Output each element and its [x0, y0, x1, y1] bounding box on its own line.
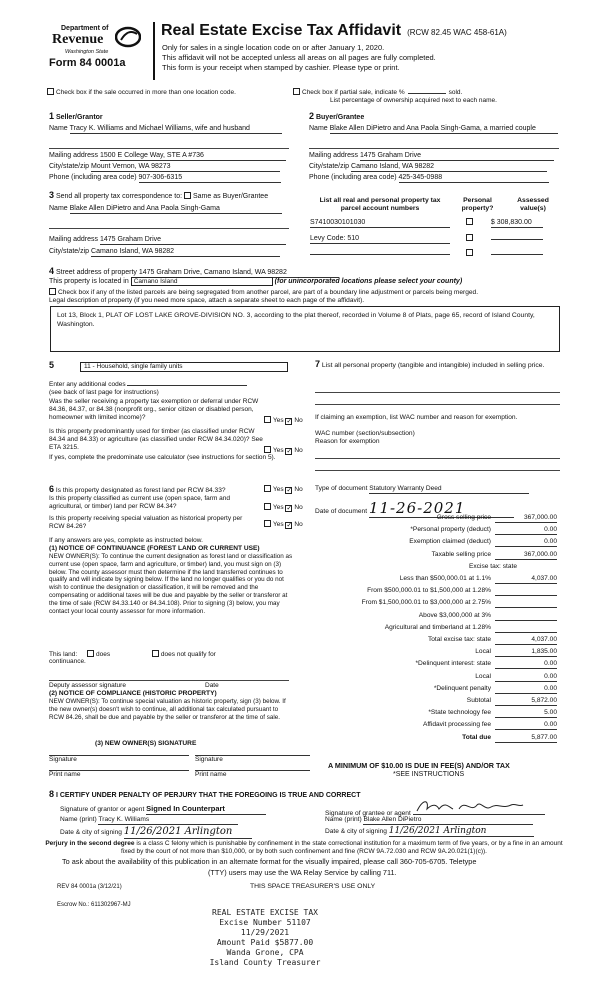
calc-row [327, 551, 557, 562]
calc-value[interactable]: 5,872.00 [495, 697, 557, 706]
grantor-name-row: Name (print) Tracy K. Williams [60, 816, 238, 825]
calc-label: Exemption claimed (deduct) [409, 538, 491, 546]
calc-value[interactable]: 4,037.00 [495, 575, 557, 584]
calc-value[interactable]: 1,835.00 [495, 648, 557, 657]
personal-property-checkbox[interactable] [466, 234, 473, 241]
calc-label: Affidavit processing fee [422, 721, 491, 729]
corr-name-row: Name Blake Allen DiPietro and Ana Paola Singh-Gama [49, 205, 289, 214]
sec6-q1-answer: Yes ✓ No [264, 485, 303, 494]
corr-addr-row: Mailing address 1475 Graham Drive [49, 236, 289, 245]
seller-city-row: City/state/zip Mount Vernon, WA 98273 [49, 163, 289, 172]
calc-value[interactable]: 0.00 [495, 660, 557, 669]
calc-label: From $500,000.01 to $1,500,000 at 1.28% [367, 587, 491, 595]
grantor-sig-row: Signature of grantor or agent Signed In Counterpart [60, 805, 266, 815]
calc-value[interactable]: 5,877.00 [495, 734, 557, 743]
calc-row [327, 587, 557, 598]
availability-line1: To ask about the availability of this publication in an alternate format for the visually impaired, please call 360-705-6705. Teletype [62, 857, 477, 866]
see-instructions: *SEE INSTRUCTIONS [393, 771, 465, 778]
calc-label: Local [475, 672, 491, 680]
calc-label: *State technology fee [428, 709, 491, 717]
calc-label: Taxable selling price [431, 550, 491, 558]
additional-codes-note: (see back of last page for instructions) [49, 389, 159, 396]
sold-label: sold. [448, 89, 463, 96]
buyer-address[interactable]: 1475 Graham Drive [360, 152, 554, 161]
perjury-notice: Perjury in the second degree is a class C felony which is punishable by confinement in the state correctional institution for a maximum term of five years, or by a fine in an amount fixed by the court of not more than $10,000, or by both such confinement and fine (RCW 9A.72.030 and RCW 9A.20.021(1)(c)). [45, 840, 563, 855]
wac-number: WAC number (section/subsection) [315, 430, 415, 437]
seller-phone[interactable]: 907-306-6315 [139, 174, 281, 183]
land-use-select[interactable]: 11 - Household, single family units [80, 362, 288, 372]
legal-description-box[interactable] [50, 306, 560, 352]
calc-label: Total due [462, 733, 491, 741]
sec6-q3: Is this property receiving special valuation as historical property per RCW 84.26? [49, 515, 243, 530]
calc-row [327, 636, 557, 647]
buyer-phone[interactable]: 425-345-0988 [399, 174, 549, 183]
calc-label: Excise tax: state [468, 562, 517, 570]
notice3-heading: (3) NEW OWNER(S) SIGNATURE [95, 740, 197, 747]
deputy-sig-line[interactable] [49, 680, 289, 681]
sec5-q1-answer: Yes ✓ No [264, 416, 303, 425]
seller-city[interactable]: Mount Vernon, WA 98273 [91, 163, 280, 172]
same-as-buyer-checkbox[interactable] [184, 192, 191, 199]
calc-value[interactable]: 4,037.00 [495, 636, 557, 645]
doc-date-row: Date of document 11-26-2021 [315, 500, 514, 518]
notice2-body: NEW OWNER(S): To continue special valuation as historic property, sign (3) below. If the new owner(s) doesn't wish to continue, all additional tax calculated pursuant to RCW 84.26, shall be due and payable by the seller or transferor at the time of sale. [49, 698, 286, 721]
dept-line3: Washington State [65, 49, 109, 55]
parcel-number[interactable]: Levy Code: 510 [310, 235, 450, 244]
calc-value[interactable]: 0.00 [495, 721, 557, 730]
this-land-row: This land: does does not qualify for [49, 651, 216, 658]
additional-codes: Enter any additional codes [49, 381, 247, 388]
assessed-value[interactable] [491, 254, 543, 255]
legal-label: Legal description of property (if you need more space, attach a separate sheet to each page of the affidavit). [49, 297, 365, 304]
header-sub1: Only for sales in a single location code on or after January 1, 2020. [162, 43, 385, 52]
calc-label: Local [475, 648, 491, 656]
dept-line1: Department of [61, 25, 109, 32]
calc-value[interactable] [495, 612, 557, 621]
buyer-addr-row: Mailing address 1475 Graham Drive [309, 152, 559, 161]
exempt-reason: Reason for exemption [315, 438, 380, 445]
calc-value[interactable] [495, 624, 557, 633]
sec5-heading: 5 [49, 360, 55, 370]
unincorporated-note: (for unincorporated locations please select your county) [274, 278, 463, 285]
seller-name[interactable]: Tracy K. Williams and Michael Williams, wife and husband [70, 125, 282, 134]
additional-codes-field[interactable] [127, 385, 247, 386]
header-sub2: This affidavit will not be accepted unless all areas on all pages are fully completed. [162, 53, 436, 62]
correspondence-heading: 3 Send all property tax correspondence to: Same as Buyer/Grantee [49, 190, 269, 200]
handwritten-signature-icon [415, 799, 525, 815]
parcel-number[interactable]: S7410030101030 [310, 219, 450, 228]
availability-line2: (TTY) users may use the WA Relay Service by calling 711. [208, 868, 397, 877]
doc-type-row: Type of document Statutory Warranty Deed [315, 485, 529, 494]
calc-value[interactable] [495, 599, 557, 608]
no-checkbox[interactable] [285, 487, 292, 494]
treasurer-stamp [185, 908, 345, 968]
parcel-col1-header: List all real and personal property tax parcel account numbers [319, 197, 441, 212]
grantee-name-row: Name (print) Blake Allen DiPietro [325, 816, 533, 825]
no-checkbox[interactable] [285, 418, 292, 425]
checkbox-icon[interactable] [47, 88, 54, 95]
certify-heading: 8 I CERTIFY UNDER PENALTY OF PERJURY THAT THE FOREGOING IS TRUE AND CORRECT [49, 789, 361, 799]
sec6-q1-row: 6 Is this property designated as forest land per RCW 84.33? [49, 484, 226, 494]
grantee-sig-row: Signature of grantee or agent [325, 805, 545, 818]
seller-name-row: Name Tracy K. Williams and Michael Williams, wife and husband [49, 125, 289, 134]
deputy-signature-label: Deputy assessor signature [49, 682, 126, 689]
no-checkbox[interactable] [285, 522, 292, 529]
calc-label: *Delinquent penalty [433, 684, 491, 692]
escrow-number: Escrow No.: 611302967-MJ [57, 902, 131, 908]
new-owner-signature-1[interactable]: Signature [49, 755, 189, 763]
form-number: Form 84 0001a [49, 57, 126, 69]
calc-value[interactable]: 5.00 [495, 709, 557, 718]
document-type[interactable]: Statutory Warranty Deed [369, 485, 529, 494]
calc-row [327, 660, 557, 671]
same-as-buyer-label: Same as Buyer/Grantee [193, 193, 269, 200]
treasurer-use: THIS SPACE TREASURER'S USE ONLY [250, 883, 376, 890]
notice1-heading: (1) NOTICE OF CONTINUANCE (FOREST LAND OR CURRENT USE) [49, 545, 260, 552]
buyer-city-row: City/state/zip Camano Island, WA 98282 [309, 163, 559, 172]
notice2-heading: (2) NOTICE OF COMPLIANCE (HISTORIC PROPERTY) [49, 690, 217, 697]
title-text: Real Estate Excise Tax Affidavit [161, 22, 402, 39]
calc-value[interactable]: 0.00 [495, 673, 557, 682]
header-sub3: This form is your receipt when stamped by cashier. Please type or print. [162, 63, 400, 72]
seller-addr-row: Mailing address 1500 E College Way, STE A #736 [49, 152, 289, 161]
stamp-line: Island County Treasurer [209, 958, 321, 967]
reason-line[interactable] [315, 458, 560, 459]
calc-value[interactable]: 367,000.00 [495, 551, 557, 560]
dor-swirl-icon [115, 26, 141, 48]
sec7-line[interactable] [315, 404, 560, 405]
calc-label: Subtotal [466, 697, 491, 704]
assessed-value[interactable] [491, 239, 543, 240]
seller-address[interactable]: 1500 E College Way, STE A #736 [100, 152, 286, 161]
calc-label: *Delinquent interest: state [415, 660, 491, 668]
revision: REV 84 0001a (3/12/21) [57, 884, 122, 890]
grantee-print-name[interactable]: Blake Allen DiPietro [363, 816, 533, 825]
parcel-number[interactable] [310, 254, 450, 255]
document-date[interactable]: 11-26-2021 [369, 500, 514, 518]
sec5-q1: Was the seller receiving a property tax exemption or deferral under RCW 84.36, 84.37, or 84.38 (nonprofit org., senior citizen or disabled person, homeowner with limited income)? [49, 398, 259, 421]
location-select[interactable]: Camano Island [131, 277, 273, 286]
parcel-row [310, 218, 560, 228]
calc-row [327, 685, 557, 696]
calc-label: From $1,500,000.01 to $3,000,000 at 2.75% [361, 599, 491, 607]
segregated-checkbox[interactable] [49, 288, 56, 295]
sec6-q2-answer: Yes ✓ No [264, 503, 303, 512]
calc-label: Less than $500,000.01 at 1.1% [399, 575, 491, 582]
seller-phone-row: Phone (including area code) 907-306-6315 [49, 174, 289, 183]
title-rcw: (RCW 82.45 WAC 458-61A) [407, 28, 507, 37]
calc-row [327, 599, 557, 610]
buyer-name-row: Name Blake Allen DiPietro and Ana Paola Singh-Gama, a married couple [309, 125, 559, 134]
sec7-line[interactable] [315, 392, 560, 393]
corr-extra-line [49, 228, 289, 229]
stamp-line: Excise Number 51107 [219, 918, 311, 927]
sec6-q3-answer: Yes ✓ No [264, 520, 303, 529]
grantee-date-city[interactable]: 11/26/2021 Arlington [389, 826, 534, 837]
buyer-phone-row: Phone (including area code) 425-345-0988 [309, 174, 559, 183]
yes-checkbox[interactable] [264, 485, 271, 492]
pct-note: List percentage of ownership acquired next to each name. [330, 97, 497, 104]
parcel-col2-header: Personal property? [461, 197, 494, 212]
calc-label: Total excise tax: state [427, 636, 491, 643]
calc-value[interactable]: 0.00 [495, 526, 557, 535]
calc-row [327, 612, 557, 623]
calc-row [327, 514, 557, 525]
form-title [161, 22, 507, 40]
dor-logo [47, 22, 147, 70]
buyer-city[interactable]: Camano Island, WA 98282 [351, 163, 547, 172]
grantor-print-name[interactable]: Tracy K. Williams [98, 816, 238, 825]
calc-value[interactable]: 0.00 [495, 685, 557, 694]
assessed-value[interactable]: $ 308,830.00 [491, 219, 543, 228]
grantee-signature[interactable] [413, 805, 545, 815]
property-street-address[interactable]: 1475 Graham Drive, Camano Island, WA 98282 [139, 269, 339, 278]
calc-row [327, 624, 557, 635]
personal-property-checkbox[interactable] [466, 218, 473, 225]
no-checkbox[interactable] [285, 505, 292, 512]
seller-name-extra-line [49, 148, 289, 149]
calc-label: *Personal property (deduct) [410, 526, 491, 534]
minimum-due: A MINIMUM OF $10.00 IS DUE IN FEE(S) AND/OR TAX [328, 761, 510, 770]
calc-row [327, 575, 557, 586]
parcel-row [310, 234, 560, 244]
calc-row [327, 721, 557, 732]
partial-sale-check[interactable] [293, 88, 462, 96]
buyer-name-extra-line [309, 148, 559, 149]
seller-heading: 1 Seller/Grantor [49, 111, 103, 121]
yes-checkbox[interactable] [264, 416, 271, 423]
calc-label: Agricultural and timberland at 1.28% [384, 623, 491, 631]
calc-value[interactable]: 367,000.00 [495, 514, 557, 523]
multi-location-check[interactable] [47, 88, 236, 96]
yes-checkbox[interactable] [264, 520, 271, 527]
calc-row [327, 709, 557, 720]
parcel-row [310, 249, 560, 258]
grantor-signature[interactable]: Signed In Counterpart [146, 805, 266, 815]
partial-sale-label: Check box if partial sale, indicate % [302, 89, 405, 96]
grantor-date-city[interactable]: 11/26/2021 Arlington [124, 826, 252, 839]
calc-row [327, 697, 557, 708]
stamp-line: REAL ESTATE EXCISE TAX [212, 908, 318, 917]
yes-checkbox[interactable] [264, 503, 271, 510]
buyer-name[interactable]: Blake Allen DiPietro and Ana Paola Singh-Gama, a married couple [330, 125, 558, 134]
sec5-q2b: If yes, complete the predominate use calculator (see instructions for section 5). [49, 454, 276, 461]
calc-value[interactable]: 0.00 [495, 538, 557, 547]
corr-address[interactable]: 1475 Graham Drive [100, 236, 286, 245]
new-owner-signature-2[interactable]: Signature [195, 755, 310, 763]
personal-property-checkbox[interactable] [466, 249, 473, 256]
multi-location-label: Check box if the sale occurred in more than one location code. [56, 89, 236, 96]
calc-value[interactable] [495, 587, 557, 596]
segregated-check [49, 288, 478, 297]
stamp-line: Amount Paid $5877.00 [216, 938, 314, 947]
does-checkbox[interactable] [87, 650, 94, 657]
checkbox-icon[interactable] [293, 88, 300, 95]
notice1-body: NEW OWNER(S): To continue the current designation as forest land or classification as current use (open space, farm and agriculture, or timber) land, you must sign on (3) below. The county assessor must then determine if the land transferred continues to qualify and will indicate by signing below. If the land no longer qualifies or you do not wish to continue the designation or classification, it will be removed and the compensating or additional taxes will be due and payable by the seller or transferor at the time of sale (RCW 84.33.140 or 84.34.108). Prior to signing (3) below, you may contact your local county assessor for more information. [49, 553, 293, 615]
corr-name[interactable]: Blake Allen DiPietro and Ana Paola Singh-Gama [70, 205, 282, 214]
grantee-date-row: Date & city of signing 11/26/2021 Arlington [325, 826, 534, 837]
sec5-q2-answer: Yes ✓ No [264, 446, 303, 455]
legal-description: Lot 13, Block 1, PLAT OF LOST LAKE GROVE-DIVISION NO. 3, according to the plat thereof, recorded in Volume 8 of Plats, page 65, record of Island County, Washington. [57, 312, 535, 328]
calc-row [327, 734, 557, 745]
new-owner-print-1[interactable]: Print name [49, 770, 189, 778]
street-address-row: 4 Street address of property 1475 Graham Drive, Camano Island, WA 98282 [49, 266, 339, 278]
yes-checkbox[interactable] [264, 446, 271, 453]
sec6-q2: Is this property classified as current use (open space, farm and agricultural, or timber) land per RCW 84.34? [49, 495, 231, 510]
segregated-label: Check box if any of the listed parcels are being segregated from another parcel, are part of a boundary line adjustment or parcels being merged. [58, 289, 479, 296]
calc-row [327, 673, 557, 684]
parcel-col3-header: Assessed value(s) [517, 197, 549, 212]
calc-row [327, 648, 557, 659]
reason-line[interactable] [315, 470, 560, 471]
new-owner-print-2[interactable]: Print name [195, 770, 310, 778]
calc-label: Above $3,000,000 at 3% [418, 611, 491, 619]
buyer-heading: 2 Buyer/Grantee [309, 111, 365, 121]
calc-row [327, 563, 557, 574]
stamp-line: Wanda Grone, CPA [226, 948, 304, 957]
sec5-q2: Is this property predominantly used for timber (as classified under RCW 84.34 and 84.33) or agriculture (as classified under RCW 84.34.020)? See ETA 3215. [49, 428, 263, 451]
sec6-q4: If any answers are yes, complete as instructed below. [49, 537, 203, 544]
exempt-text: If claiming an exemption, list WAC number and reason for exemption. [315, 414, 518, 421]
calc-row [327, 538, 557, 549]
corr-city[interactable]: Camano Island, WA 98282 [91, 248, 280, 257]
stamp-line: 11/29/2021 [240, 928, 290, 937]
sec7-text: 7 List all personal property (tangible and intangible) included in selling price. [315, 359, 545, 369]
grantor-date-row: Date & city of signing 11/26/2021 Arlington [60, 826, 252, 839]
continuance-label: continuance. [49, 658, 86, 665]
located-row: This property is located in Camano Island (for unincorporated locations please select your county) [49, 278, 463, 285]
corr-city-row: City/state/zip Camano Island, WA 98282 [49, 248, 289, 257]
dept-line2: Revenue [52, 32, 104, 47]
does-not-checkbox[interactable] [152, 650, 159, 657]
header-divider [153, 22, 155, 80]
calc-label: Gross selling price [436, 514, 491, 521]
deputy-date-label: Date [205, 682, 219, 689]
calc-row [327, 526, 557, 537]
